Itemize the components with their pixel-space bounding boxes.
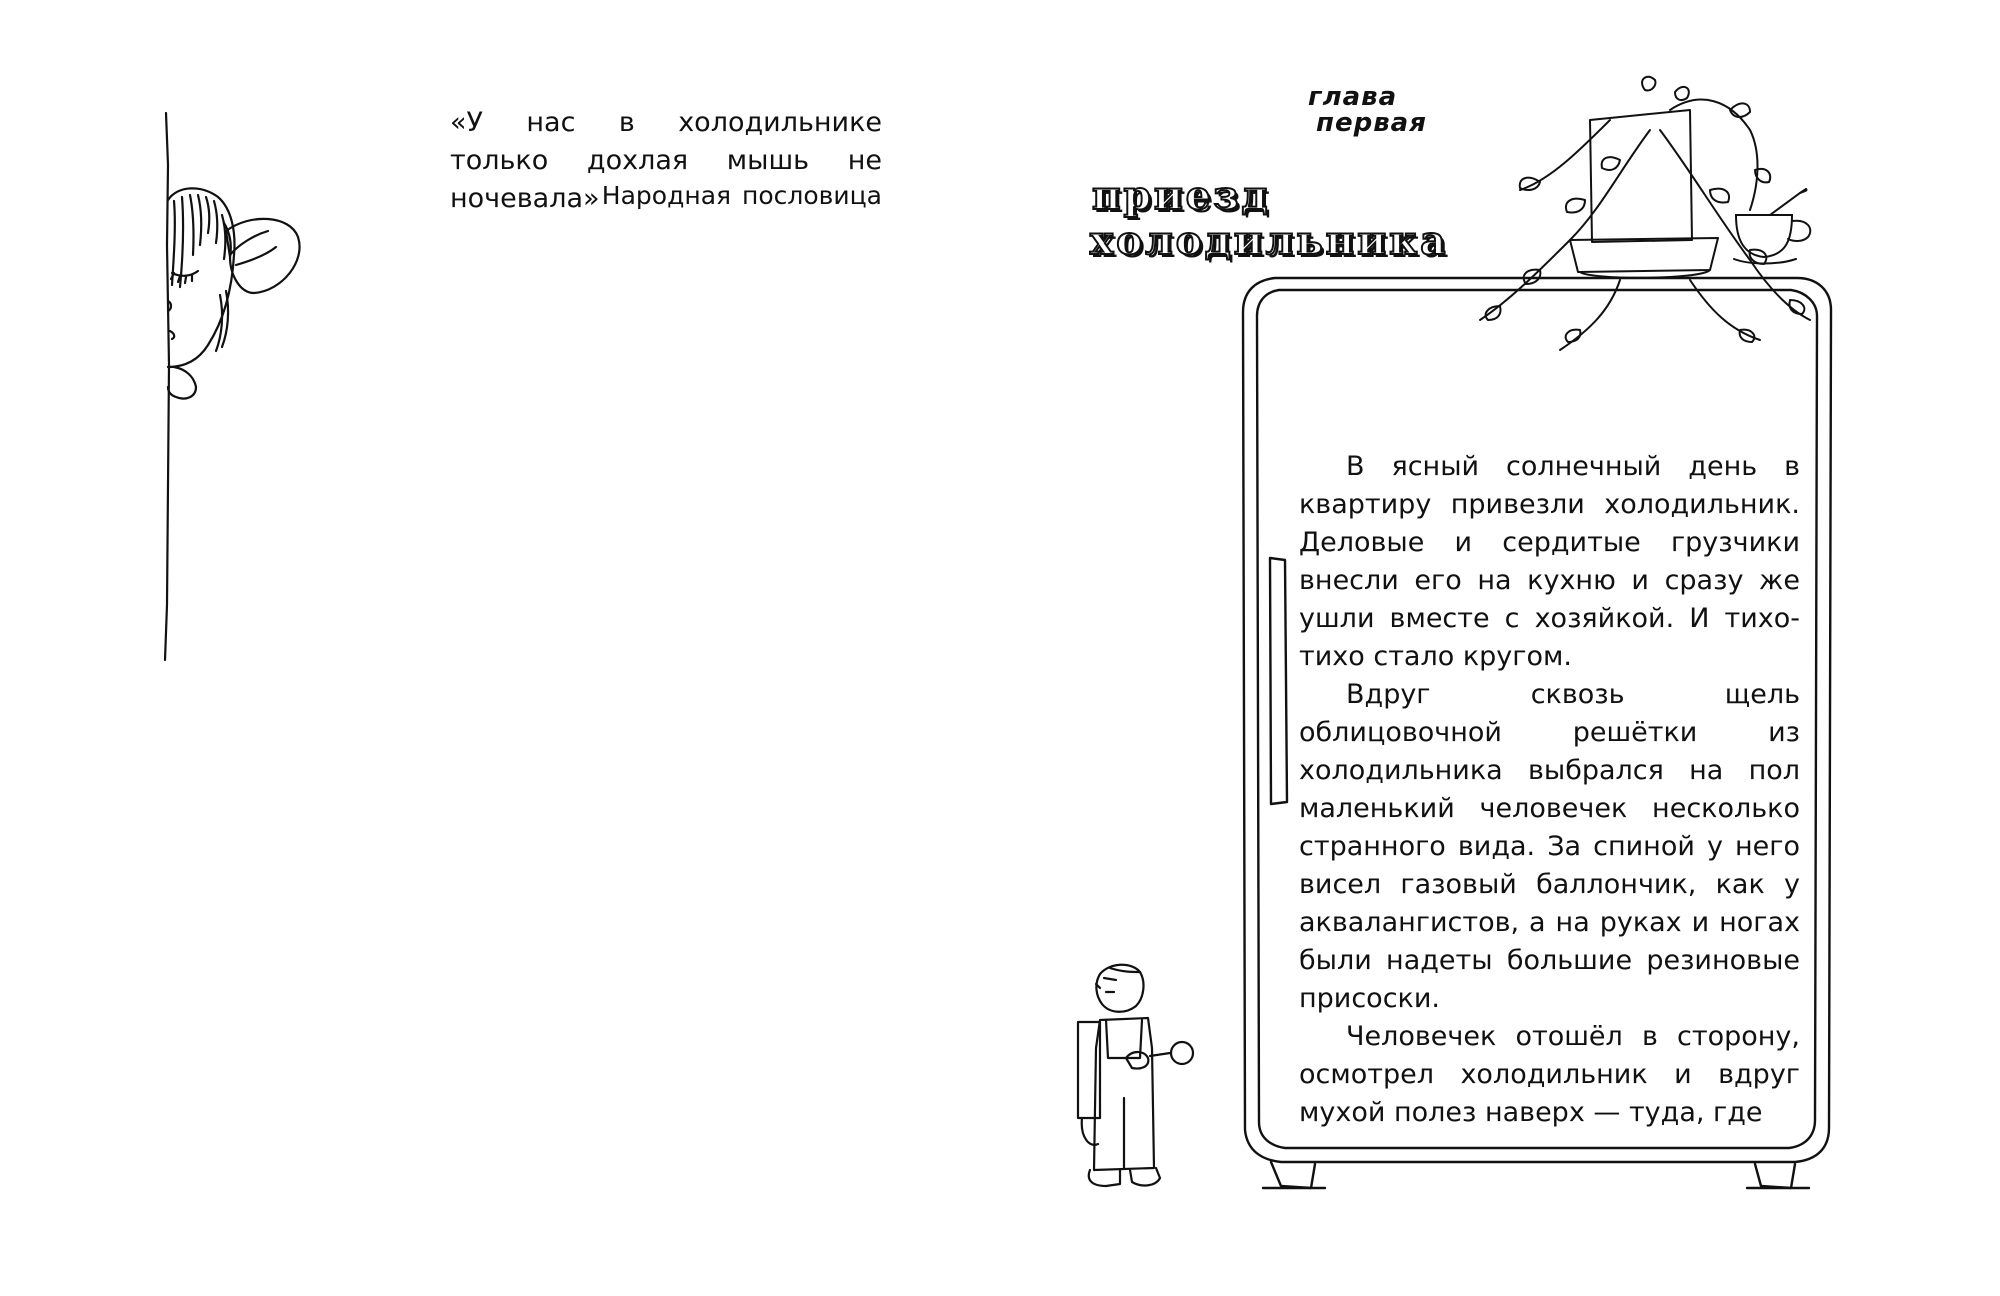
chapter-title-line1: приезд	[1092, 173, 1271, 219]
chapter-title-line2: холодильника	[1090, 218, 1449, 264]
chapter-body	[1299, 448, 1800, 1132]
paragraph: Человечек отошёл в сторону, осмотрел холодильник и вдруг мухой полез наверх — туда, где	[1299, 1021, 1800, 1128]
girl-peeking-illustration	[150, 105, 320, 665]
chapter-label-line1: глава	[1308, 82, 1398, 112]
chapter-title	[1090, 174, 1449, 264]
chapter-label	[1308, 84, 1427, 136]
epigraph-quote: «У нас в холодильнике только дохлая мышь не ночевала»	[450, 107, 882, 214]
epigraph-source: Народная пословица	[601, 181, 882, 210]
chapter-label-line2: первая	[1316, 108, 1427, 138]
paragraph: В ясный солнечный день в квартиру привезли холодильник. Деловые и сердитые грузчики внесли его на кухню и сразу же ушли вместе с хозяйкой. И тихо-тихо стало кругом.	[1299, 451, 1800, 672]
little-man-illustration	[1070, 958, 1210, 1193]
paragraph: Вдруг сквозь щель облицовочной решётки из холодильника выбрался на пол маленький человечек несколько странного вида. За спиной у него висел газовый баллончик, как у аквалангистов, а на руках и ногах были надеты большие резиновые присоски.	[1299, 679, 1800, 1014]
cup-illustration	[1730, 185, 1840, 270]
